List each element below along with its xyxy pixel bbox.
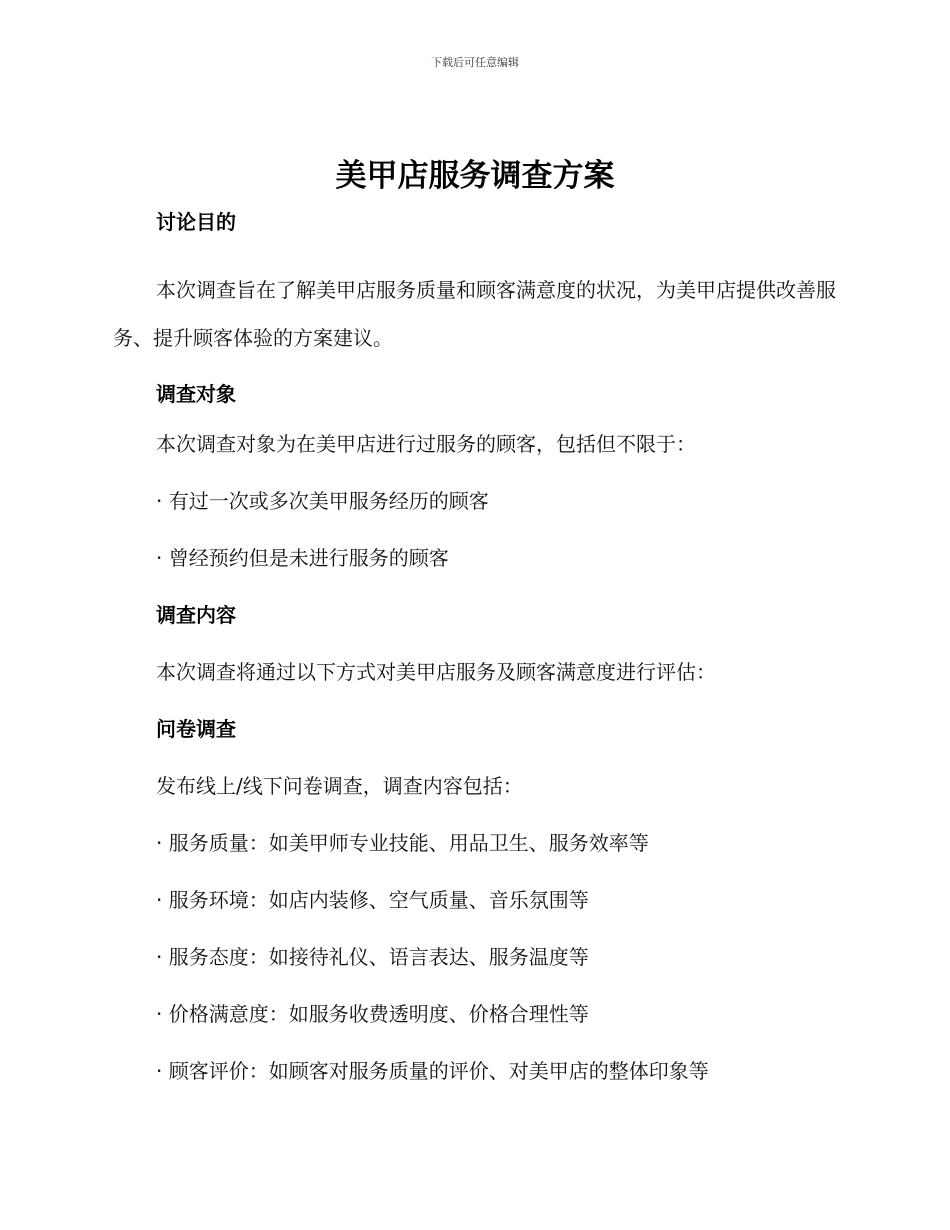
subjects-bullet-1: · 有过一次或多次美甲服务经历的顾客 <box>156 489 489 513</box>
document-title: 美甲店服务调查方案 <box>335 158 615 194</box>
questionnaire-bullet-2: · 服务环境：如店内装修、空气质量、音乐氛围等 <box>156 888 589 912</box>
content-intro: 本次调查将通过以下方式对美甲店服务及顾客满意度进行评估： <box>156 660 716 684</box>
header-note: 下载后可任意编辑 <box>431 56 519 69</box>
questionnaire-bullet-3: · 服务态度：如接待礼仪、语言表达、服务温度等 <box>156 945 589 969</box>
subjects-bullet-2: · 曾经预约但是未进行服务的顾客 <box>156 546 449 570</box>
section-heading-content: 调查内容 <box>156 603 236 627</box>
section-heading-purpose: 讨论目的 <box>156 210 236 234</box>
subjects-intro: 本次调查对象为在美甲店进行过服务的顾客，包括但不限于： <box>156 432 696 456</box>
questionnaire-bullet-1: · 服务质量：如美甲师专业技能、用品卫生、服务效率等 <box>156 831 649 855</box>
section-heading-questionnaire: 问卷调查 <box>156 717 236 741</box>
questionnaire-intro: 发布线上/线下问卷调查，调查内容包括： <box>156 774 523 798</box>
purpose-paragraph: 本次调查旨在了解美甲店服务质量和顾客满意度的状况，为美甲店提供改善服务、提升顾客体验的方案建议。 <box>113 278 836 350</box>
document-body <box>113 200 841 1100</box>
section-heading-subjects: 调查对象 <box>156 382 236 406</box>
questionnaire-bullet-4: · 价格满意度：如服务收费透明度、价格合理性等 <box>156 1002 589 1026</box>
questionnaire-bullet-5: · 顾客评价：如顾客对服务质量的评价、对美甲店的整体印象等 <box>156 1059 709 1083</box>
